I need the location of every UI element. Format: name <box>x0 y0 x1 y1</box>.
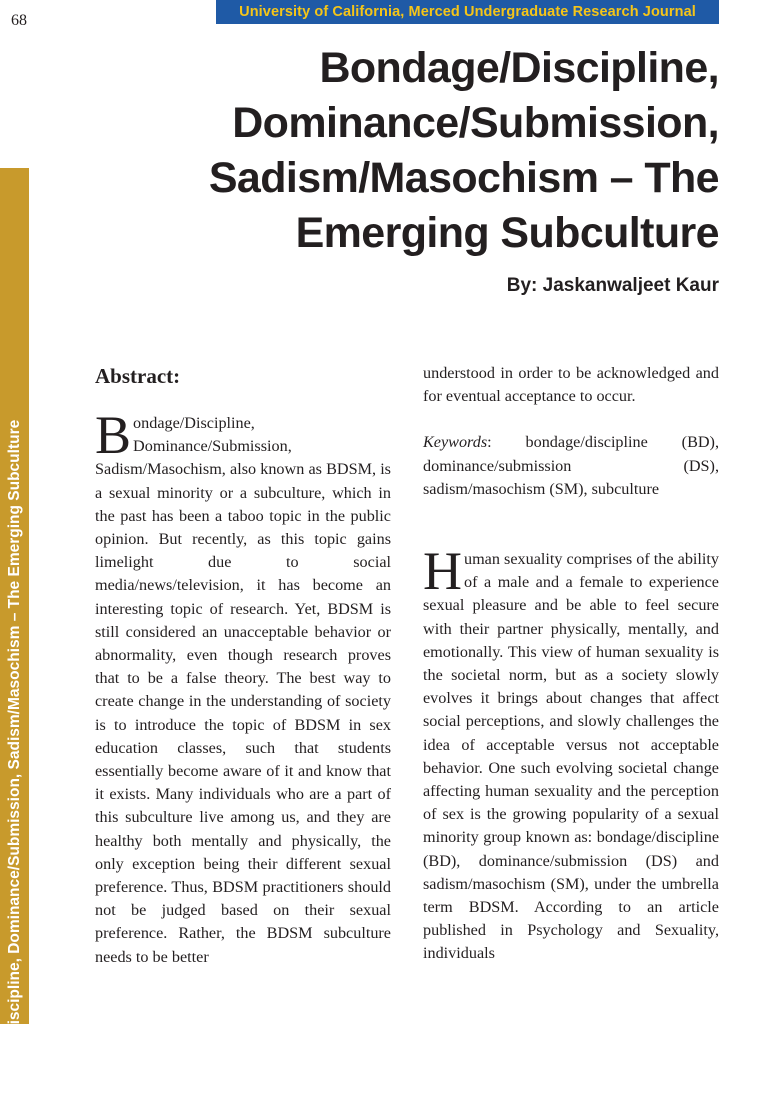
abstract-continued: understood in order to be acknowledged and for eventual acceptance to occur. <box>423 364 719 406</box>
abstract-text: ondage/Discipline, Dominance/Submission, Sadism/Masochism, also known as BDSM, is a sexual minority or a subculture, which in the past has been a taboo topic in the public opinion. But recently, as this topic gains limelight due to social media/news/television, it has become an interesting topic of research. Yet, BDSM is still considered an unacceptable behavior or abnormality, even though research proves that to be a false theory. The best way to create change in the understanding of society is to introduce the topic of BDSM in sex education classes, such that students essentially become aware of it and know that it exists. Many individuals who are a part of this subculture live among us, and they are healthy both mentally and physically, the only exception being their different sexual preference. Thus, BDSM practitioners should not be judged based on their sexual preference. Rather, the BDSM subculture needs to be better <box>95 414 391 966</box>
article-title: Bondage/Discipline, Dominance/Submission, Sadism/Masochism – The Emerging Subculture <box>208 44 719 257</box>
keywords-paragraph <box>423 431 719 501</box>
right-column <box>423 362 719 966</box>
author-byline: By: Jaskanwaljeet Kaur <box>506 275 719 296</box>
side-tab <box>0 168 29 1106</box>
body-paragraph <box>423 541 719 966</box>
abstract-heading: Abstract: <box>95 364 181 388</box>
journal-header-bar: University of California, Merced Undergraduate Research Journal <box>216 0 719 24</box>
body-text: uman sexuality comprises of the ability of a male and a female to experience sexual pleasure and be able to feel secure with their partner physically, mentally, and emotionally. This view of human sexuality is the societal norm, but as a society slowly evolves it brings about changes that affect social perceptions, and slowly challenges the idea of acceptable versus not acceptable behavior. One such evolving societal change affecting human sexuality and the perception of sex is the growing popularity of a sexual minority group known as: bondage/discipline (BD), dominance/submission (DS) and sadism/masochism (SM), under the umbrella term BDSM. According to an article published in Psychology and Sexuality, individuals <box>423 550 719 963</box>
side-tab-label: Bondage/Discipline, Dominance/Submission, Sadism/Masochism – The Emerging Subculture <box>5 419 23 1106</box>
keywords-text: : bondage/discipline (BD), dominance/submission (DS), sadism/masochism (SM), subculture <box>423 433 719 498</box>
page-number: 68 <box>11 12 27 29</box>
keywords-label: Keywords <box>423 433 488 452</box>
body-dropcap: H <box>423 541 462 602</box>
abstract-dropcap: B <box>95 405 132 465</box>
abstract-paragraph <box>95 405 391 969</box>
left-column <box>95 362 391 969</box>
